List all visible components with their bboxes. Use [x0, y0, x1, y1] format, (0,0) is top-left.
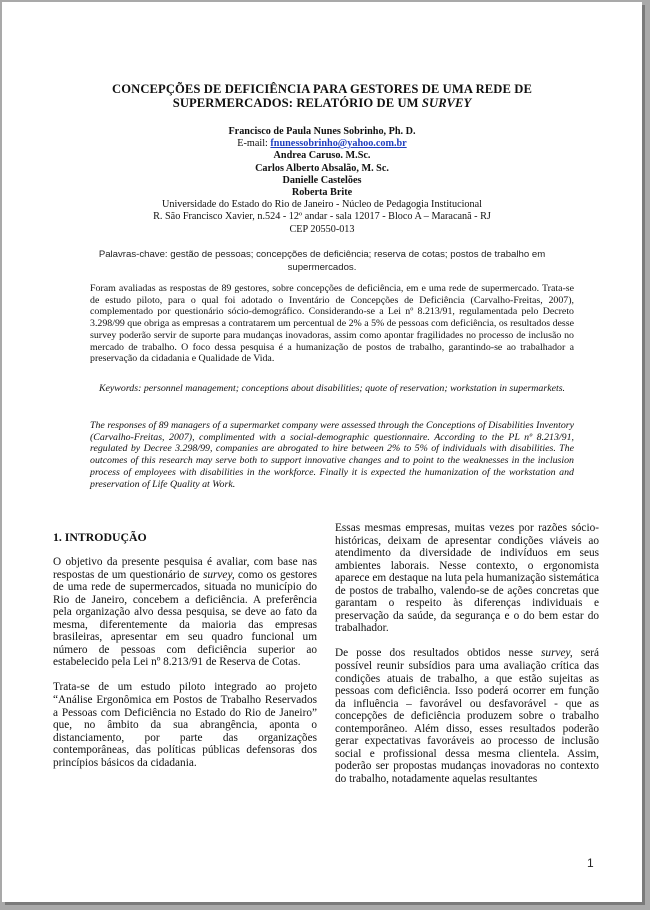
coauthor: Carlos Alberto Absalão, M. Sc.	[255, 162, 389, 174]
page-number: 1	[587, 856, 594, 870]
paragraph: Essas mesmas empresas, muitas vezes por razões sócio-históricas, deixam de apresentar condições viáveis ao atendimento da diversidade de indivíduos em seus ambientes laborais. Nesse contexto, o ergonomista aparece em destaque na luta pela humanização sistemática de postos de trabalho, valendo-se de ações concretas que garantam o respeito às diferenças individuais e preservação da saúde, da segurança e o do bem estar do trabalhador.	[335, 522, 599, 635]
right-column	[335, 522, 599, 785]
title-survey-word: SURVEY	[421, 96, 472, 110]
paragraph-italic: survey,	[541, 647, 573, 660]
email-label: E-mail:	[237, 138, 271, 150]
paragraph-text: De posse dos resultados obtidos nesse	[335, 647, 542, 660]
paragraph-gap	[53, 669, 317, 682]
coauthor: Andrea Caruso. M.Sc.	[273, 150, 371, 162]
paper-title	[62, 82, 582, 110]
paragraph: Trata-se de um estudo piloto integrado ao projeto “Análise Ergonômica em Postos de Trabalho Reservados a Pessoas com Deficiência no Estado do Rio de Janeiro” que, no âmbito da sua abrangência, aponta o distanciamento, por parte das organizações contemporâneas, das políticas públicas defensoras dos princípios básicos da cidadania.	[53, 681, 317, 769]
title-line-2	[62, 96, 582, 110]
coauthor: Roberta Brite	[291, 187, 353, 199]
paragraph-gap	[335, 635, 599, 648]
author-block	[62, 126, 582, 236]
left-column	[53, 530, 317, 769]
paragraph-text: O objetivo da presente pesquisa é avaliar, com base nas respostas de um questionário de	[53, 556, 317, 581]
abstract-portuguese: Foram avaliadas as respostas de 89 gestores, sobre concepções de deficiência, em e uma rede de supermercado. Trata-se de estudo piloto, para o qual foi adotado o Inventário de Concepções de Deficiência (Carvalho-Freitas, 2007), complementado por questionário sócio-demográfico. Considerando-se a Lei nº 8.213/91, regulamentada pelo Decreto 3.298/99 que obriga as empresas a contratarem um percentual de 2% a 5% de pessoas com deficiência, os resultados desse survey poderão servir de suporte para mudanças inovadoras, assim como apontar fragilidades no processo de inclusão no mercado de trabalho. O foco dessa pesquisa é a humanização de postos de trabalho, garantindo-se ao trabalhador a preservação da cidadania e Qualidade de Vida.	[90, 283, 574, 365]
affiliation: Universidade do Estado do Rio de Janeiro - Núcleo de Pedagogia Institucional	[162, 199, 482, 211]
paragraph	[335, 647, 599, 785]
keywords-portuguese: Palavras-chave: gestão de pessoas; concepções de deficiência; reserva de cotas; postos de trabalho em supermercados.	[98, 249, 546, 273]
section-heading: 1. INTRODUÇÃO	[53, 530, 147, 544]
email-link[interactable]: fnunessobrinho@yahoo.com.br	[270, 138, 407, 150]
lead-author: Francisco de Paula Nunes Sobrinho, Ph. D.	[228, 126, 416, 137]
title-line-2-text: SUPERMERCADOS: RELATÓRIO DE UM	[172, 96, 422, 110]
title-line-1: CONCEPÇÕES DE DEFICIÊNCIA PARA GESTORES DE UMA REDE DE	[112, 82, 532, 96]
address: R. São Francisco Xavier, n.524 - 12º andar - sala 12017 - Bloco A – Maracanã - RJ	[153, 211, 491, 223]
abstract-english: The responses of 89 managers of a supermarket company were assessed through the Conceptions of Disabilities Inventory (Carvalho-Freitas, 2007), complimented with a social-demographic questionnaire. According to the PL nº 8.213/91, regulated by Decree 3.298/99, companies are abrogated to hire between 2% to 5% of individuals with disabilities. The outcomes of this research may serve both to support innovative changes and to point to the weaknesses in the inclusion process of employees with disabilities in the workforce. Finally it is expected the humanization of the workstation and preservation of Life Quality at Work.	[90, 420, 574, 490]
email-line	[62, 138, 582, 150]
paragraph-italic: survey,	[202, 568, 235, 581]
keywords-english: Keywords: personnel management; conceptions about disabilities; quote of reservation; workstation in supermarkets.	[98, 383, 566, 394]
paragraph-text: será possível reunir subsídios para uma avaliação crítica das condições atuais de trabalho, a que estão sujeitas as pessoas com deficiência. Isso poderá ocorrer em função da influência – favorável ou desfavorável - que as concepções de deficiência produzem sobre o trabalho contemporâneo. Além disso, esses resultados poderão gerar expectativas favoráveis ao processo de inclusão social e profissional dessa mesma clientela. Assim, poderão ser propostas mudanças inovadoras no contexto do trabalho, notadamente aquelas resultantes	[335, 647, 599, 785]
paragraph-text: como os gestores de uma rede de supermercados, situada no município do Rio de Janeiro, concebem a deficiência. A preferência pela organização alvo dessa pesquisa, se deve ao fato da mesma, diferentemente da maioria das empresas brasileiras, apresentar em seu quadro funcional um número de pessoas com deficiência superior ao estabelecido pela Lei nº 8.213/91 de Reserva de Cotas.	[53, 568, 317, 669]
document-page	[2, 2, 642, 902]
postal-code: CEP 20550-013	[289, 223, 355, 235]
paragraph	[53, 556, 317, 669]
coauthor: Danielle Castelões	[282, 174, 362, 186]
